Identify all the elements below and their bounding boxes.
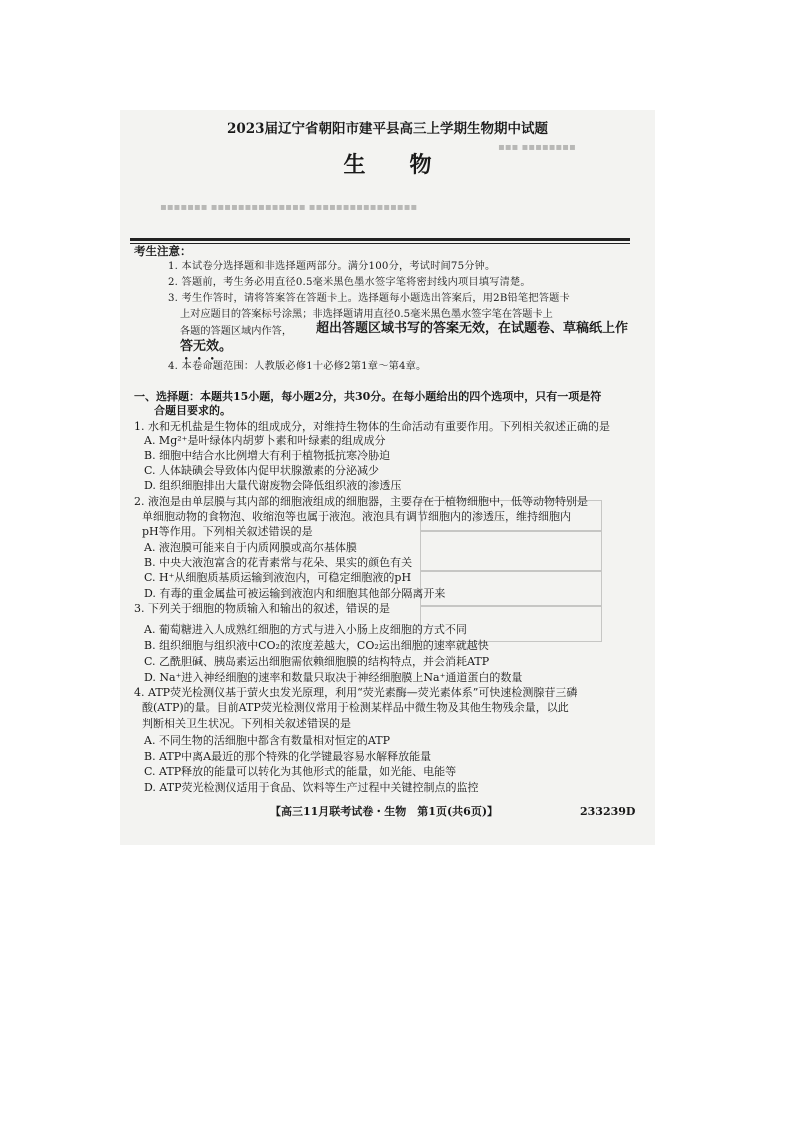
question-option: A. Mg²⁺是叶绿体内胡萝卜素和叶绿素的组成成分 xyxy=(144,434,386,447)
notice-item-emphasis: 答无效。 xyxy=(180,339,233,354)
question-stem: 判断相关卫生状况。下列相关叙述错误的是 xyxy=(142,717,351,730)
question-option: B. 细胞中结合水比例增大有利于植物抵抗寒冷胁迫 xyxy=(144,449,391,462)
question-option: D. 有毒的重金属盐可被运输到液泡内和细胞其他部分隔离开来 xyxy=(144,587,446,600)
question-option: B. 组织细胞与组织液中CO₂的浓度差越大，CO₂运出细胞的速率就越快 xyxy=(144,639,489,652)
header-rule-thin xyxy=(130,243,630,244)
notice-heading: 考生注意： xyxy=(134,244,192,258)
bleed-through-text: ▪▪▪▪▪▪▪ ▪▪▪▪▪▪▪▪▪▪▪▪▪▪ ▪▪▪▪▪▪▪▪▪▪▪▪▪▪▪▪ xyxy=(160,202,418,213)
question-stem: 单细胞动物的食物泡、收缩泡等也属于液泡。液泡具有调节细胞内的渗透压，维持细胞内 xyxy=(142,510,571,523)
question-stem: 2. 液泡是由单层膜与其内部的细胞液组成的细胞器，主要存在于植物细胞中，低等动物特别是 xyxy=(134,495,588,508)
question-stem: pH等作用。下列相关叙述错误的是 xyxy=(142,525,313,538)
page-footer: 【高三11月联考试卷・生物 第1页(共6页)】 xyxy=(270,805,499,818)
section-heading: 一、选择题：本题共15小题，每小题2分，共30分。在每小题给出的四个选项中，只有一项是符 xyxy=(134,390,602,403)
exam-page xyxy=(120,110,655,845)
question-option: C. 乙酰胆碱、胰岛素运出细胞需依赖细胞膜的结构特点，并会消耗ATP xyxy=(144,655,490,668)
question-stem: 4. ATP荧光检测仪基于萤火虫发光原理，利用“荧光素酶—荧光素体系”可快速检测腺苷三磷 xyxy=(134,686,578,699)
question-option: B. ATP中离A最近的那个特殊的化学键最容易水解释放能量 xyxy=(144,750,432,763)
question-stem: 酸(ATP)的量。目前ATP荧光检测仪常用于检测某样品中微生物及其他生物残余量，以此 xyxy=(142,701,569,714)
question-option: D. Na⁺进入神经细胞的速率和数量只取决于神经细胞膜上Na⁺通道蛋白的数量 xyxy=(144,671,523,684)
notice-item-prefix: 各题的答题区域内作答， xyxy=(180,326,293,337)
question-option: B. 中央大液泡富含的花青素常与花朵、果实的颜色有关 xyxy=(144,556,413,569)
question-option: C. ATP释放的能量可以转化为其他形式的能量，如光能、电能等 xyxy=(144,765,457,778)
question-stem: 3. 下列关于细胞的物质输入和输出的叙述，错误的是 xyxy=(134,602,390,615)
document-title: 2023届辽宁省朝阳市建平县高三上学期生物期中试题 xyxy=(226,121,549,137)
question-option: C. 人体缺碘会导致体内促甲状腺激素的分泌减少 xyxy=(144,464,380,477)
question-option: C. H⁺从细胞质基质运输到液泡内，可稳定细胞液的pH xyxy=(144,571,412,584)
notice-item: 4. 本卷命题范围：人教版必修1十必修2第1章～第4章。 xyxy=(168,361,427,372)
bleed-through-rule xyxy=(420,570,602,572)
question-option: A. 葡萄糖进入人成熟红细胞的方式与进入小肠上皮细胞的方式不同 xyxy=(144,623,467,636)
bleed-through-text: ▪▪▪ ▪▪▪▪▪▪▪▪ xyxy=(498,142,576,153)
paper-code: 233239D xyxy=(580,805,636,818)
section-heading-cont: 合题目要求的。 xyxy=(154,404,231,417)
question-option: A. 液泡膜可能来自于内质网膜或高尔基体膜 xyxy=(144,541,357,554)
question-option: A. 不同生物的活细胞中都含有数量相对恒定的ATP xyxy=(144,734,391,747)
question-option: D. ATP荧光检测仪适用于食品、饮料等生产过程中关键控制点的监控 xyxy=(144,781,479,794)
notice-item: 上对应题目的答案标号涂黑；非选择题请用直径0.5毫米黑色墨水签字笔在答题卡上 xyxy=(180,309,553,320)
subject-heading: 生物 xyxy=(343,152,476,178)
question-option: D. 组织细胞排出大量代谢废物会降低组织液的渗透压 xyxy=(144,479,402,492)
notice-item: 2. 答题前，考生务必用直径0.5毫米黑色墨水签字笔将密封线内项目填写清楚。 xyxy=(168,277,531,288)
notice-item: 1. 本试卷分选择题和非选择题两部分。满分100分，考试时间75分钟。 xyxy=(168,261,496,272)
notice-item: 3. 考生作答时，请将答案答在答题卡上。选择题每小题选出答案后，用2B铅笔把答题卡 xyxy=(168,293,570,304)
question-stem: 1. 水和无机盐是生物体的组成成分，对维持生物体的生命活动有重要作用。下列相关叙述正确的是 xyxy=(134,420,610,433)
bleed-through-rule xyxy=(420,605,602,607)
header-rule xyxy=(130,238,630,241)
notice-item-emphasis: 超出答题区域书写的答案无效，在试题卷、草稿纸上作 xyxy=(316,321,629,336)
bleed-through-rule xyxy=(420,530,602,532)
